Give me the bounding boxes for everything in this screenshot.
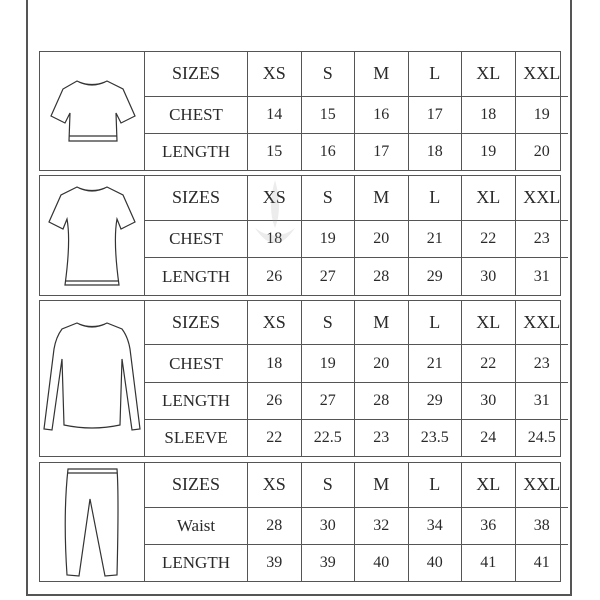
row-label: SIZES: [171, 63, 220, 84]
measurement-cell: 20: [354, 221, 408, 258]
size-grid: [145, 52, 568, 170]
measurement-cell: 39: [247, 545, 301, 581]
table-row: [145, 133, 568, 170]
measurement-cell: 22: [461, 345, 515, 381]
measurement-cell: 31: [515, 258, 569, 295]
measurement-cell: 40: [354, 545, 408, 581]
measurement-cell: 24: [461, 420, 515, 456]
table-row: [145, 419, 568, 456]
measurement-cell: 23: [515, 221, 569, 258]
measurement-cell: 30: [461, 383, 515, 419]
measurement-cell: 40: [408, 545, 462, 581]
row-label: LENGTH: [162, 141, 230, 161]
size-header-cell: S: [301, 301, 355, 344]
size-header-cell: L: [408, 301, 462, 344]
measurement-cell: 23: [515, 345, 569, 381]
size-header-cell: XS: [247, 52, 301, 96]
size-header-cell: XS: [247, 301, 301, 344]
measurement-cell: 23.5: [408, 420, 462, 456]
table-row: [145, 507, 568, 544]
measurement-cell: 18: [408, 134, 462, 170]
size-header-cell: M: [354, 52, 408, 96]
measurement-cell: 21: [408, 221, 462, 258]
measurement-cell: 27: [301, 383, 355, 419]
measurement-cell: 30: [461, 258, 515, 295]
measurement-cell: 30: [301, 508, 355, 544]
table-row: [145, 257, 568, 295]
size-header-cell: L: [408, 52, 462, 96]
size-header-cell: XL: [461, 463, 515, 507]
size-header-cell: XXL: [515, 176, 569, 220]
measurement-cell: 22.5: [301, 420, 355, 456]
table-row: [145, 220, 568, 258]
size-grid: [145, 463, 568, 581]
measurement-cell: 27: [301, 258, 355, 295]
measurement-cell: 28: [354, 258, 408, 295]
size-header-cell: S: [301, 52, 355, 96]
measurement-cell: 22: [247, 420, 301, 456]
measurement-cell: 17: [408, 97, 462, 133]
measurement-cell: 17: [354, 134, 408, 170]
row-label: SIZES: [171, 187, 220, 208]
measurement-cell: 21: [408, 345, 462, 381]
size-grid: [145, 301, 568, 456]
size-header-cell: L: [408, 463, 462, 507]
size-header-cell: M: [354, 301, 408, 344]
size-header-cell: XL: [461, 52, 515, 96]
size-header-cell: XS: [247, 463, 301, 507]
row-label: SIZES: [171, 474, 220, 495]
size-header-cell: L: [408, 176, 462, 220]
measurement-cell: 26: [247, 383, 301, 419]
measurement-cell: 16: [354, 97, 408, 133]
crop-top-size-table: [39, 51, 561, 171]
measurement-cell: 22: [461, 221, 515, 258]
measurement-cell: 16: [301, 134, 355, 170]
size-header-cell: M: [354, 176, 408, 220]
table-row: [145, 96, 568, 133]
measurement-cell: 14: [247, 97, 301, 133]
measurement-cell: 29: [408, 383, 462, 419]
measurement-cell: 19: [515, 97, 569, 133]
measurement-cell: 19: [301, 221, 355, 258]
measurement-cell: 28: [354, 383, 408, 419]
measurement-cell: 18: [247, 221, 301, 258]
row-label: SIZES: [171, 312, 220, 333]
header-row: [145, 52, 568, 96]
measurement-cell: 41: [515, 545, 569, 581]
size-header-cell: XS: [247, 176, 301, 220]
measurement-cell: 15: [301, 97, 355, 133]
row-label: CHEST: [169, 229, 223, 249]
measurement-cell: 29: [408, 258, 462, 295]
row-label: LENGTH: [162, 552, 230, 572]
row-label: LENGTH: [162, 390, 230, 410]
measurement-cell: 31: [515, 383, 569, 419]
pants-size-table: [39, 462, 561, 582]
t-shirt-size-table: [39, 175, 561, 296]
header-row: [145, 463, 568, 507]
header-row: [145, 176, 568, 220]
measurement-cell: 19: [461, 134, 515, 170]
measurement-cell: 34: [408, 508, 462, 544]
table-row: [145, 382, 568, 419]
table-row: [145, 344, 568, 381]
measurement-cell: 41: [461, 545, 515, 581]
measurement-cell: 24.5: [515, 420, 569, 456]
measurement-cell: 20: [515, 134, 569, 170]
measurement-cell: 23: [354, 420, 408, 456]
size-header-cell: XXL: [515, 301, 569, 344]
size-header-cell: S: [301, 176, 355, 220]
pants-illustration: [40, 463, 145, 581]
t-shirt-illustration: [40, 176, 145, 295]
measurement-cell: 15: [247, 134, 301, 170]
measurement-cell: 36: [461, 508, 515, 544]
size-header-cell: XXL: [515, 463, 569, 507]
row-label: SLEEVE: [164, 427, 228, 447]
long-sleeve-shirt-illustration: [40, 301, 145, 456]
measurement-cell: 32: [354, 508, 408, 544]
size-header-cell: XL: [461, 176, 515, 220]
measurement-cell: 18: [247, 345, 301, 381]
size-header-cell: XXL: [515, 52, 569, 96]
measurement-cell: 20: [354, 345, 408, 381]
measurement-cell: 28: [247, 508, 301, 544]
size-grid: [145, 176, 568, 295]
size-header-cell: XL: [461, 301, 515, 344]
crop-top-illustration: [40, 52, 145, 170]
measurement-cell: 26: [247, 258, 301, 295]
row-label: CHEST: [169, 353, 223, 373]
size-header-cell: S: [301, 463, 355, 507]
size-header-cell: M: [354, 463, 408, 507]
long-sleeve-size-table: [39, 300, 561, 457]
table-row: [145, 544, 568, 581]
measurement-cell: 19: [301, 345, 355, 381]
row-label: CHEST: [169, 104, 223, 124]
row-label: Waist: [176, 515, 216, 535]
header-row: [145, 301, 568, 344]
measurement-cell: 38: [515, 508, 569, 544]
measurement-cell: 18: [461, 97, 515, 133]
measurement-cell: 39: [301, 545, 355, 581]
row-label: LENGTH: [162, 266, 230, 286]
